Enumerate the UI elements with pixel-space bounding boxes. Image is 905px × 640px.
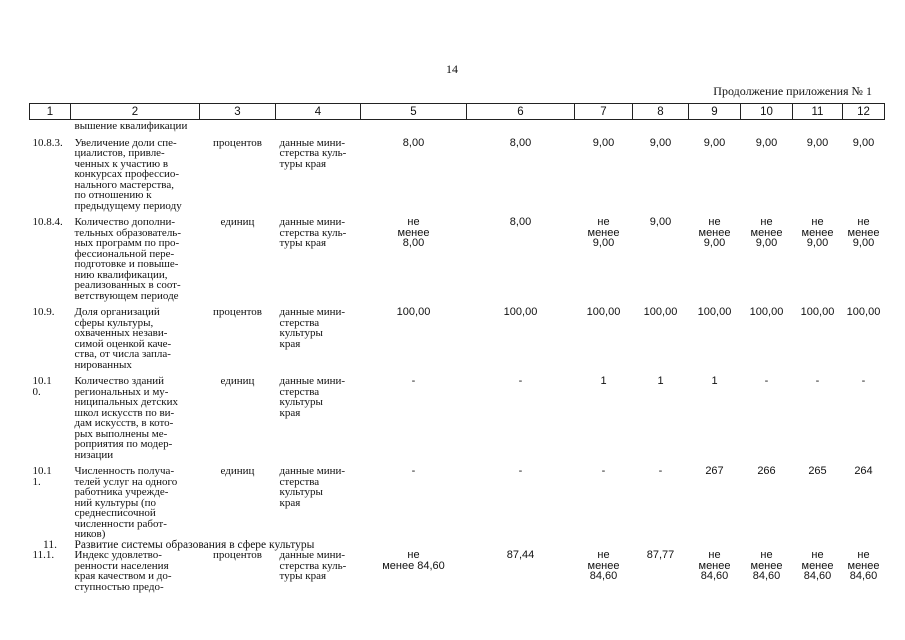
row-measure: процентов: [213, 306, 262, 318]
row-value-col-5: -: [411, 375, 416, 387]
row-source: данные мини- стерства куль- туры края: [279, 216, 347, 249]
row-code: 10.1 0.: [32, 375, 52, 398]
row-value-col-5: 100,00: [396, 306, 431, 318]
header-col-6: 6: [467, 104, 575, 120]
row-code: 10.9.: [32, 306, 55, 318]
row-value-col-10: -: [764, 375, 769, 387]
table-row: [30, 301, 885, 370]
table-row: [30, 460, 885, 540]
row-value-col-5: [361, 120, 467, 132]
row-value-col-11: -: [815, 375, 820, 387]
row-value-col-11: [793, 120, 843, 132]
row-value-col-7: 9,00: [592, 136, 615, 149]
row-value-col-10: 9,00: [755, 136, 778, 149]
table-row: [30, 211, 885, 301]
row-source: данные мини- стерства куль- туры края: [279, 549, 347, 582]
row-value-col-9: 1: [711, 375, 718, 387]
row-value-col-11: 265: [808, 465, 827, 477]
row-value-col-11: 9,00: [806, 136, 829, 149]
row-value-col-12: 9,00: [852, 136, 875, 149]
row-value-col-8: 1: [657, 375, 664, 387]
row-source: данные мини- стерства культуры края: [279, 306, 346, 350]
row-value-col-12: не менее 9,00: [847, 216, 880, 249]
row-name: Доля организаций сферы культуры, охваченных незави- симой оценкой каче- ства, от числа запла- нированных: [74, 306, 172, 371]
row-value-col-10: не менее 9,00: [750, 216, 783, 249]
header-row: [30, 104, 885, 120]
header-col-2: 2: [71, 104, 200, 120]
header-col-1: 1: [30, 104, 71, 120]
row-value-col-12: -: [861, 375, 866, 387]
row-value-col-5: не менее 84,60: [382, 549, 445, 572]
row-value-col-6: 8,00: [509, 136, 532, 149]
row-value-col-8: -: [658, 465, 663, 477]
row-value-col-9: 100,00: [697, 306, 732, 318]
row-measure: процентов: [213, 136, 262, 149]
header-col-12: 12: [843, 104, 885, 120]
row-value-col-8: [633, 120, 689, 132]
row-value-col-9: 267: [705, 465, 724, 477]
row-value-col-7: 1: [600, 375, 607, 387]
row-value-col-8: 9,00: [649, 216, 672, 228]
continuation-label: Продолжение приложения № 1: [713, 84, 872, 98]
section-code: 11.: [43, 538, 57, 551]
row-value-col-6: 8,00: [509, 216, 532, 228]
row-value-col-7: не менее 9,00: [587, 216, 620, 249]
row-value-col-12: [843, 120, 885, 132]
row-code: 10.8.4.: [32, 216, 63, 228]
row-measure: процентов: [213, 549, 262, 561]
row-value-col-10: 100,00: [749, 306, 784, 318]
table-row: [30, 550, 885, 592]
row-value-col-5: -: [411, 465, 416, 477]
table-body: [30, 120, 885, 593]
row-value-col-7: не менее 84,60: [587, 549, 620, 582]
header-col-4: 4: [276, 104, 361, 120]
row-code: 10.8.3.: [32, 136, 63, 149]
row-value-col-12: 100,00: [846, 306, 881, 318]
row-name: вышение квалификации: [74, 120, 188, 132]
row-value-col-8: 9,00: [649, 136, 672, 149]
row-value-col-7: [575, 120, 633, 132]
row-value-col-6: 87,44: [506, 549, 535, 561]
row-name: Количество зданий региональных и му- ниципальных детских школ искусств по ви- дам искусств, в кото- рых выполнены ме- роприятия по модер- низации: [74, 375, 178, 461]
row-name: Количество дополни- тельных образователь- ных программ по про- фессиональной пере- подготовке и повыше- нию квалификации, реализованных в соот- ветствующем периоде: [74, 216, 181, 302]
row-measure: единиц: [220, 465, 255, 477]
table-row: [30, 370, 885, 460]
row-value-col-12: 264: [854, 465, 873, 477]
row-source: данные мини- стерства культуры края: [279, 375, 346, 419]
row-code: 11.1.: [32, 549, 55, 561]
row-code: 10.1 1.: [32, 465, 52, 488]
row-value-col-5: не менее 8,00: [397, 216, 430, 249]
row-value-col-8: 100,00: [643, 306, 678, 318]
row-value-col-7: 100,00: [586, 306, 621, 318]
row-value-col-9: не менее 84,60: [698, 549, 731, 582]
row-value-col-9: [689, 120, 741, 132]
header-col-11: 11: [793, 104, 843, 120]
page-number: 14: [446, 62, 458, 76]
row-value-col-5: 8,00: [402, 136, 425, 149]
header-col-9: 9: [689, 104, 741, 120]
row-value-col-11: не менее 9,00: [801, 216, 834, 249]
header-col-10: 10: [741, 104, 793, 120]
row-value-col-6: 100,00: [503, 306, 538, 318]
row-name: Индекс удовлетво- ренности населения края качеством и до- ступностью предо-: [74, 549, 172, 593]
row-value-col-11: не менее 84,60: [801, 549, 834, 582]
header-col-5: 5: [361, 104, 467, 120]
row-value-col-10: [741, 120, 793, 132]
row-value-col-10: 266: [757, 465, 776, 477]
table-row: [30, 120, 885, 132]
row-value-col-12: не менее 84,60: [847, 549, 880, 582]
header-col-7: 7: [575, 104, 633, 120]
header-col-8: 8: [633, 104, 689, 120]
row-measure: единиц: [220, 375, 255, 387]
row-value-col-6: -: [518, 375, 523, 387]
table-row: [30, 132, 885, 212]
header-col-3: 3: [200, 104, 276, 120]
row-source: данные мини- стерства культуры края: [279, 465, 346, 509]
row-value-col-9: 9,00: [703, 136, 726, 149]
row-source: данные мини- стерства куль- туры края: [279, 136, 347, 170]
row-value-col-9: не менее 9,00: [698, 216, 731, 249]
row-measure: единиц: [220, 216, 255, 228]
row-value-col-7: -: [601, 465, 606, 477]
row-code: [30, 120, 71, 132]
row-value-col-11: 100,00: [800, 306, 835, 318]
section-title: Развитие системы образования в сфере культуры: [74, 538, 315, 551]
row-value-col-8: 87,77: [646, 549, 675, 561]
row-value-col-6: -: [518, 465, 523, 477]
row-name: Увеличение доли спе- циалистов, привле- ченных к участию в конкурсах профессио- нального мастерства, по отношению к предыдущему периоду: [74, 136, 182, 212]
row-source: [276, 120, 361, 132]
row-value-col-10: не менее 84,60: [750, 549, 783, 582]
row-measure: [200, 120, 276, 132]
row-name: Численность получа- телей услуг на одного работника учрежде- ний культуры (по среднесписочной численности работ- ников): [74, 465, 178, 540]
row-value-col-6: [467, 120, 575, 132]
indicators-table: [29, 103, 885, 592]
